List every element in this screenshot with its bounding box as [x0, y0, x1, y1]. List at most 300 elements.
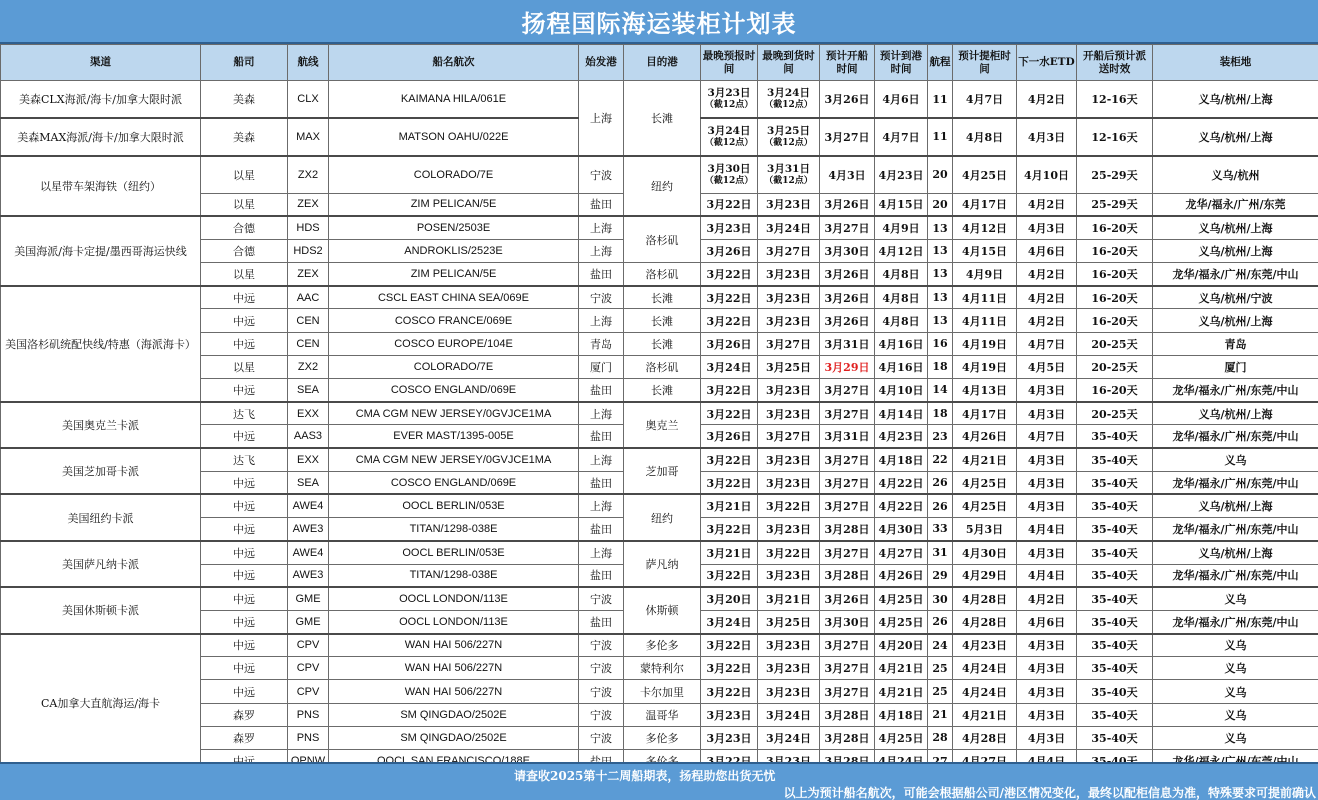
eta-cell: 4月8日 [875, 309, 928, 332]
cutoff-cargo-cell [758, 309, 820, 332]
cutoff-cargo-cell [758, 657, 820, 680]
route-cell: CPV [288, 634, 329, 657]
pod-cell: 多伦多 [624, 634, 701, 657]
loading-cell: 龙华/福永/广州/东莞/中山 [1153, 425, 1318, 448]
cutoff-report-cell [701, 425, 758, 448]
pickup-cell: 4月19日 [953, 332, 1017, 355]
etd-cell: 3月27日 [820, 118, 875, 156]
delivery-cell: 35-40天 [1077, 634, 1153, 657]
loading-cell: 义乌/杭州/上海 [1153, 494, 1318, 517]
footer-banner [0, 762, 1318, 800]
route-cell: GME [288, 587, 329, 610]
pickup-cell: 4月12日 [953, 216, 1017, 239]
etd-cell: 3月27日 [820, 541, 875, 564]
transit-cell: 13 [928, 309, 953, 332]
pol-cell: 宁波 [579, 286, 624, 309]
pod-cell: 洛杉矶 [624, 216, 701, 262]
carrier-cell: 中远 [201, 657, 288, 680]
vessel-cell: TITAN/1298-038E [329, 518, 579, 541]
next-etd-cell: 4月4日 [1017, 518, 1077, 541]
vessel-cell: CMA CGM NEW JERSEY/0GVJCE1MA [329, 402, 579, 425]
schedule-table [0, 44, 1318, 773]
date-value: 3月25日 [766, 360, 811, 374]
route-cell: AWE4 [288, 541, 329, 564]
transit-cell: 11 [928, 118, 953, 156]
cutoff-note: （截12点） [704, 100, 754, 110]
eta-cell: 4月14日 [875, 402, 928, 425]
route-cell: CPV [288, 657, 329, 680]
date-value: 3月24日 [766, 731, 811, 745]
table-row [1, 156, 1318, 194]
cutoff-cargo-cell [758, 471, 820, 494]
route-cell: PNS [288, 726, 329, 749]
header-vessel: 船名航次 [329, 45, 579, 81]
loading-cell: 龙华/福永/广州/东莞/中山 [1153, 610, 1318, 633]
etd-cell: 3月26日 [820, 587, 875, 610]
pod-cell: 纽约 [624, 156, 701, 217]
header-cutoff-cargo: 最晚到货时间 [758, 45, 820, 81]
eta-cell: 4月27日 [875, 541, 928, 564]
pol-cell: 宁波 [579, 657, 624, 680]
eta-cell: 4月25日 [875, 726, 928, 749]
date-value: 3月23日 [766, 453, 811, 467]
date-value: 3月23日 [707, 87, 751, 99]
etd-cell: 3月29日 [820, 355, 875, 378]
date-value: 3月22日 [706, 639, 752, 653]
delivery-cell: 35-40天 [1077, 610, 1153, 633]
date-value: 3月25日 [766, 615, 811, 629]
transit-cell: 16 [928, 332, 953, 355]
pod-cell: 卡尔加里 [624, 680, 701, 703]
vessel-cell: TITAN/1298-038E [329, 564, 579, 587]
next-etd-cell: 4月3日 [1017, 541, 1077, 564]
transit-cell: 20 [928, 193, 953, 216]
date-value: 3月22日 [706, 383, 752, 397]
pickup-cell: 4月11日 [953, 309, 1017, 332]
date-value: 3月22日 [706, 407, 752, 421]
etd-cell: 3月27日 [820, 494, 875, 517]
next-etd-cell: 4月3日 [1017, 494, 1077, 517]
loading-cell: 义乌 [1153, 448, 1318, 471]
delivery-cell: 20-25天 [1077, 402, 1153, 425]
cutoff-cargo-cell [758, 587, 820, 610]
vessel-cell: COSCO ENGLAND/069E [329, 379, 579, 402]
date-value: 3月22日 [766, 546, 811, 560]
pickup-cell: 4月24日 [953, 657, 1017, 680]
next-etd-cell: 4月3日 [1017, 657, 1077, 680]
cutoff-cargo-cell [758, 193, 820, 216]
date-value: 3月21日 [766, 593, 811, 607]
route-cell: AAC [288, 286, 329, 309]
cutoff-report-cell [701, 379, 758, 402]
cutoff-report-cell [701, 216, 758, 239]
pol-cell: 上海 [579, 402, 624, 425]
delivery-cell: 16-20天 [1077, 263, 1153, 286]
transit-cell: 23 [928, 425, 953, 448]
eta-cell: 4月30日 [875, 518, 928, 541]
loading-cell: 龙华/福永/广州/东莞/中山 [1153, 518, 1318, 541]
carrier-cell: 达飞 [201, 402, 288, 425]
date-value: 3月24日 [766, 222, 811, 236]
date-value: 3月21日 [706, 500, 752, 514]
etd-cell: 3月27日 [820, 216, 875, 239]
date-value: 3月23日 [766, 198, 811, 212]
cutoff-note: （截12点） [704, 137, 754, 148]
cutoff-cargo-cell [758, 402, 820, 425]
next-etd-cell: 4月3日 [1017, 634, 1077, 657]
vessel-cell: OOCL BERLIN/053E [329, 494, 579, 517]
channel-cell: CA加拿大直航海运/海卡 [1, 634, 201, 773]
etd-cell: 3月26日 [820, 81, 875, 119]
cutoff-cargo-cell [758, 518, 820, 541]
date-value: 3月23日 [766, 476, 811, 490]
route-cell: CLX [288, 81, 329, 119]
carrier-cell: 达飞 [201, 448, 288, 471]
channel-cell: 美国萨凡纳卡派 [1, 541, 201, 587]
cutoff-report-cell [701, 193, 758, 216]
table-row [1, 634, 1318, 657]
date-value: 3月31日 [767, 162, 810, 175]
next-etd-cell: 4月2日 [1017, 309, 1077, 332]
eta-cell: 4月18日 [875, 703, 928, 726]
next-etd-cell: 4月6日 [1017, 239, 1077, 262]
eta-cell: 4月8日 [875, 263, 928, 286]
date-value: 3月22日 [706, 685, 752, 699]
date-value: 3月27日 [766, 244, 811, 258]
date-value: 3月22日 [706, 198, 752, 212]
carrier-cell: 以星 [201, 355, 288, 378]
pickup-cell: 4月7日 [953, 81, 1017, 119]
eta-cell: 4月26日 [875, 564, 928, 587]
eta-cell: 4月16日 [875, 332, 928, 355]
carrier-cell: 中远 [201, 425, 288, 448]
table-row [1, 402, 1318, 425]
route-cell: SEA [288, 471, 329, 494]
pickup-cell: 4月9日 [953, 263, 1017, 286]
route-cell: ZX2 [288, 355, 329, 378]
next-etd-cell: 4月3日 [1017, 448, 1077, 471]
pickup-cell: 4月13日 [953, 379, 1017, 402]
channel-cell: 美国海派/海卡定提/墨西哥海运快线 [1, 216, 201, 286]
loading-cell: 义乌 [1153, 726, 1318, 749]
pickup-cell: 4月25日 [953, 471, 1017, 494]
date-value: 3月22日 [706, 453, 752, 467]
next-etd-cell: 4月2日 [1017, 81, 1077, 119]
transit-cell: 18 [928, 355, 953, 378]
route-cell: MAX [288, 118, 329, 156]
vessel-cell: ANDROKLIS/2523E [329, 239, 579, 262]
carrier-cell: 森罗 [201, 703, 288, 726]
next-etd-cell: 4月3日 [1017, 402, 1077, 425]
date-value: 3月23日 [766, 383, 811, 397]
delivery-cell: 35-40天 [1077, 494, 1153, 517]
loading-cell: 义乌/杭州/宁波 [1153, 286, 1318, 309]
etd-cell: 3月30日 [820, 239, 875, 262]
cutoff-note: （截12点） [764, 137, 813, 148]
next-etd-cell: 4月3日 [1017, 216, 1077, 239]
delivery-cell: 20-25天 [1077, 332, 1153, 355]
next-etd-cell: 4月5日 [1017, 355, 1077, 378]
channel-cell: 美国休斯顿卡派 [1, 587, 201, 633]
transit-cell: 26 [928, 471, 953, 494]
schedule-body [1, 81, 1318, 773]
date-value: 3月24日 [767, 87, 810, 99]
route-cell: CEN [288, 332, 329, 355]
etd-cell: 3月27日 [820, 448, 875, 471]
eta-cell: 4月8日 [875, 286, 928, 309]
vessel-cell: OOCL LONDON/113E [329, 610, 579, 633]
carrier-cell: 合德 [201, 216, 288, 239]
vessel-cell: COSCO ENGLAND/069E [329, 471, 579, 494]
delivery-cell: 16-20天 [1077, 309, 1153, 332]
transit-cell: 13 [928, 286, 953, 309]
table-row [1, 587, 1318, 610]
pod-cell: 长滩 [624, 379, 701, 402]
cutoff-report-cell [701, 541, 758, 564]
date-value: 3月22日 [706, 476, 752, 490]
next-etd-cell: 4月10日 [1017, 156, 1077, 194]
next-etd-cell: 4月2日 [1017, 286, 1077, 309]
eta-cell: 4月10日 [875, 379, 928, 402]
transit-cell: 24 [928, 634, 953, 657]
loading-cell: 义乌/杭州 [1153, 156, 1318, 194]
loading-cell: 义乌/杭州/上海 [1153, 118, 1318, 156]
pickup-cell: 4月17日 [953, 402, 1017, 425]
etd-cell: 3月27日 [820, 471, 875, 494]
channel-cell: 美森MAX海派/海卡/加拿大限时派 [1, 118, 201, 156]
header-next-etd: 下一水ETD [1017, 45, 1077, 81]
transit-cell: 31 [928, 541, 953, 564]
pickup-cell: 4月26日 [953, 425, 1017, 448]
delivery-cell: 25-29天 [1077, 193, 1153, 216]
route-cell: CEN [288, 309, 329, 332]
delivery-cell: 35-40天 [1077, 518, 1153, 541]
loading-cell: 义乌 [1153, 587, 1318, 610]
cutoff-cargo-cell [758, 156, 820, 194]
delivery-cell: 12-16天 [1077, 118, 1153, 156]
delivery-cell: 35-40天 [1077, 726, 1153, 749]
date-value: 3月26日 [706, 244, 752, 258]
delivery-cell: 35-40天 [1077, 471, 1153, 494]
vessel-cell: POSEN/2503E [329, 216, 579, 239]
vessel-cell: CMA CGM NEW JERSEY/0GVJCE1MA [329, 448, 579, 471]
pol-cell: 盐田 [579, 610, 624, 633]
loading-cell: 义乌 [1153, 703, 1318, 726]
header-delivery: 开船后预计派送时效 [1077, 45, 1153, 81]
pol-cell: 上海 [579, 81, 624, 156]
transit-cell: 33 [928, 518, 953, 541]
date-value: 3月27日 [766, 337, 811, 351]
cutoff-cargo-cell [758, 355, 820, 378]
eta-cell: 4月23日 [875, 425, 928, 448]
next-etd-cell: 4月2日 [1017, 587, 1077, 610]
etd-cell: 3月27日 [820, 680, 875, 703]
pol-cell: 上海 [579, 494, 624, 517]
transit-cell: 11 [928, 81, 953, 119]
etd-cell: 3月31日 [820, 425, 875, 448]
etd-cell: 3月27日 [820, 634, 875, 657]
cutoff-report-cell [701, 309, 758, 332]
loading-cell: 青岛 [1153, 332, 1318, 355]
cutoff-report-cell [701, 81, 758, 119]
date-value: 3月21日 [706, 546, 752, 560]
date-value: 3月24日 [706, 360, 752, 374]
header-etd: 预计开船时间 [820, 45, 875, 81]
transit-cell: 18 [928, 402, 953, 425]
date-value: 3月23日 [766, 291, 811, 305]
etd-cell: 3月27日 [820, 657, 875, 680]
channel-cell: 美森CLX海派/海卡/加拿大限时派 [1, 81, 201, 119]
cutoff-cargo-cell [758, 118, 820, 156]
loading-cell: 龙华/福永/广州/东莞/中山 [1153, 379, 1318, 402]
loading-cell: 龙华/福永/广州/东莞/中山 [1153, 263, 1318, 286]
footer-line-2: 以上为预计船名航次，可能会根据船公司/港区情况变化，最终以配柜信息为准，特殊要求可提前确认 [783, 786, 1316, 800]
carrier-cell: 以星 [201, 156, 288, 194]
vessel-cell: COSCO EUROPE/104E [329, 332, 579, 355]
loading-cell: 义乌/杭州/上海 [1153, 541, 1318, 564]
header-cutoff-report: 最晚预报时间 [701, 45, 758, 81]
pol-cell: 上海 [579, 309, 624, 332]
etd-cell: 3月28日 [820, 726, 875, 749]
loading-cell: 龙华/福永/广州/东莞/中山 [1153, 471, 1318, 494]
etd-cell: 3月27日 [820, 402, 875, 425]
carrier-cell: 中远 [201, 518, 288, 541]
route-cell: ZX2 [288, 156, 329, 194]
pol-cell: 盐田 [579, 193, 624, 216]
eta-cell: 4月6日 [875, 81, 928, 119]
pod-cell: 长滩 [624, 286, 701, 309]
carrier-cell: 中远 [201, 541, 288, 564]
eta-cell: 4月7日 [875, 118, 928, 156]
cutoff-cargo-cell [758, 634, 820, 657]
pol-cell: 上海 [579, 541, 624, 564]
vessel-cell: COLORADO/7E [329, 355, 579, 378]
pickup-cell: 4月19日 [953, 355, 1017, 378]
next-etd-cell: 4月4日 [1017, 564, 1077, 587]
date-value: 3月22日 [706, 662, 752, 676]
cutoff-report-cell [701, 263, 758, 286]
cutoff-note: （截12点） [764, 175, 813, 186]
vessel-cell: COLORADO/7E [329, 156, 579, 194]
route-cell: AWE3 [288, 564, 329, 587]
pickup-cell: 4月25日 [953, 494, 1017, 517]
cutoff-report-cell [701, 518, 758, 541]
carrier-cell: 中远 [201, 332, 288, 355]
pickup-cell: 4月29日 [953, 564, 1017, 587]
eta-cell: 4月22日 [875, 471, 928, 494]
delivery-cell: 35-40天 [1077, 657, 1153, 680]
pod-cell: 多伦多 [624, 726, 701, 749]
date-value: 3月22日 [706, 569, 752, 583]
eta-cell: 4月21日 [875, 680, 928, 703]
route-cell: PNS [288, 703, 329, 726]
pol-cell: 青岛 [579, 332, 624, 355]
etd-cell: 3月30日 [820, 610, 875, 633]
cutoff-report-cell [701, 118, 758, 156]
transit-cell: 25 [928, 680, 953, 703]
loading-cell: 义乌/杭州/上海 [1153, 239, 1318, 262]
cutoff-cargo-cell [758, 726, 820, 749]
transit-cell: 13 [928, 216, 953, 239]
delivery-cell: 35-40天 [1077, 680, 1153, 703]
pol-cell: 盐田 [579, 518, 624, 541]
date-value: 3月23日 [706, 731, 752, 745]
carrier-cell: 中远 [201, 610, 288, 633]
delivery-cell: 25-29天 [1077, 156, 1153, 194]
date-value: 3月30日 [707, 162, 751, 175]
vessel-cell: WAN HAI 506/227N [329, 634, 579, 657]
etd-cell: 3月26日 [820, 263, 875, 286]
channel-cell: 以星带车架海铁（纽约） [1, 156, 201, 217]
header-route: 航线 [288, 45, 329, 81]
eta-cell: 4月15日 [875, 193, 928, 216]
loading-cell: 义乌/杭州/上海 [1153, 402, 1318, 425]
pol-cell: 上海 [579, 216, 624, 239]
delivery-cell: 12-16天 [1077, 81, 1153, 119]
cutoff-report-cell [701, 657, 758, 680]
delivery-cell: 16-20天 [1077, 286, 1153, 309]
vessel-cell: KAIMANA HILA/061E [329, 81, 579, 119]
date-value: 3月23日 [766, 522, 811, 536]
transit-cell: 29 [928, 564, 953, 587]
cutoff-report-cell [701, 587, 758, 610]
pickup-cell: 4月28日 [953, 587, 1017, 610]
transit-cell: 25 [928, 657, 953, 680]
pol-cell: 上海 [579, 448, 624, 471]
cutoff-report-cell [701, 610, 758, 633]
date-value: 3月24日 [707, 124, 751, 137]
table-row [1, 448, 1318, 471]
cutoff-report-cell [701, 471, 758, 494]
pickup-cell: 4月28日 [953, 726, 1017, 749]
route-cell: HDS [288, 216, 329, 239]
delivery-cell: 20-25天 [1077, 355, 1153, 378]
date-value: 3月23日 [766, 569, 811, 583]
eta-cell: 4月9日 [875, 216, 928, 239]
vessel-cell: WAN HAI 506/227N [329, 657, 579, 680]
cutoff-cargo-cell [758, 216, 820, 239]
transit-cell: 22 [928, 448, 953, 471]
pod-cell: 洛杉矶 [624, 355, 701, 378]
pod-cell: 休斯顿 [624, 587, 701, 633]
pickup-cell: 4月25日 [953, 156, 1017, 194]
vessel-cell: CSCL EAST CHINA SEA/069E [329, 286, 579, 309]
eta-cell: 4月20日 [875, 634, 928, 657]
cutoff-cargo-cell [758, 541, 820, 564]
carrier-cell: 中远 [201, 587, 288, 610]
transit-cell: 21 [928, 703, 953, 726]
date-value: 3月26日 [706, 430, 752, 444]
cutoff-report-cell [701, 680, 758, 703]
channel-cell: 美国洛杉矶统配快线/特惠（海派海卡） [1, 286, 201, 402]
cutoff-cargo-cell [758, 379, 820, 402]
pod-cell: 长滩 [624, 81, 701, 156]
cutoff-report-cell [701, 634, 758, 657]
table-row [1, 494, 1318, 517]
eta-cell: 4月22日 [875, 494, 928, 517]
loading-cell: 龙华/福永/广州/东莞/中山 [1153, 564, 1318, 587]
date-value: 3月25日 [767, 124, 810, 137]
eta-cell: 4月25日 [875, 587, 928, 610]
pol-cell: 盐田 [579, 471, 624, 494]
transit-cell: 26 [928, 494, 953, 517]
date-value: 3月24日 [766, 708, 811, 722]
next-etd-cell: 4月7日 [1017, 425, 1077, 448]
pol-cell: 上海 [579, 239, 624, 262]
cutoff-report-cell [701, 564, 758, 587]
pol-cell: 宁波 [579, 156, 624, 194]
vessel-cell: WAN HAI 506/227N [329, 680, 579, 703]
